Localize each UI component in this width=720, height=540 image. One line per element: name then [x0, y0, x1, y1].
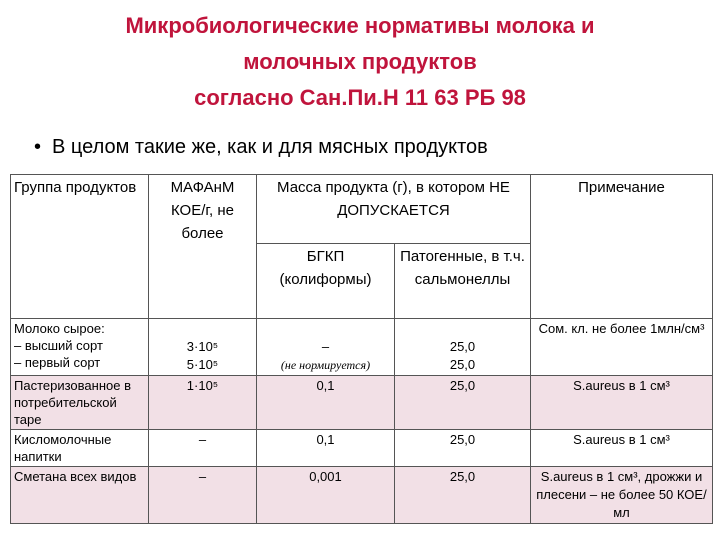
cell-value: (не нормируется) — [280, 358, 371, 372]
row-note: S.aureus в 1 см³, дрожжи и плесени – не более 50 КОЕ/мл — [531, 467, 713, 524]
row-name-line: Молоко сырое: — [14, 321, 105, 336]
row-bgkp: 0,1 — [257, 376, 395, 430]
norms-table — [10, 174, 713, 524]
header-mass: Масса продукта (г), в котором НЕ ДОПУСКАЕТСЯ — [257, 175, 531, 244]
row-bgkp — [257, 319, 395, 376]
row-name-line: – высший сорт — [14, 338, 103, 353]
header-pathogens: Патогенные, в т.ч. сальмонеллы — [395, 244, 531, 319]
row-note: S.aureus в 1 см³ — [531, 430, 713, 467]
row-mafanm: 1·10⁵ — [149, 376, 257, 430]
header-note: Примечание — [531, 175, 713, 319]
row-name-line: – первый сорт — [14, 355, 101, 370]
row-mafanm — [149, 319, 257, 376]
cell-value: 25,0 — [449, 357, 476, 372]
row-name: Кисломолочные напитки — [11, 430, 149, 467]
cell-value: 3·10⁵ — [186, 339, 219, 354]
row-pathogens — [395, 319, 531, 376]
table-row-fermented — [11, 430, 713, 467]
bullet-text: В целом такие же, как и для мясных продуктов — [52, 136, 488, 158]
row-pathogens: 25,0 — [395, 376, 531, 430]
title-line-1: Микробиологические нормативы молока и — [125, 13, 595, 38]
row-name: Сметана всех видов — [11, 467, 149, 524]
header-mafanm: МАФАнМ КОЕ/г, не более — [149, 175, 257, 319]
row-bgkp: 0,001 — [257, 467, 395, 524]
row-pathogens: 25,0 — [395, 430, 531, 467]
cell-value: – — [321, 339, 330, 354]
cell-value: 5·10⁵ — [186, 357, 219, 372]
row-note: S.aureus в 1 см³ — [531, 376, 713, 430]
table-row-pasteurized — [11, 376, 713, 430]
row-note: Сом. кл. не более 1млн/см³ — [531, 319, 713, 376]
row-bgkp: 0,1 — [257, 430, 395, 467]
title-line-3: согласно Сан.Пи.Н 11 63 РБ 98 — [194, 85, 526, 110]
row-mafanm: – — [149, 430, 257, 467]
header-group: Группа продуктов — [11, 175, 149, 319]
cell-value: 25,0 — [449, 339, 476, 354]
bullet-point — [34, 134, 488, 160]
row-mafanm: – — [149, 467, 257, 524]
slide-title — [0, 8, 720, 116]
bullet-dot-icon: • — [34, 136, 42, 158]
header-bgkp: БГКП (колиформы) — [257, 244, 395, 319]
row-pathogens: 25,0 — [395, 467, 531, 524]
title-line-2: молочных продуктов — [243, 49, 477, 74]
table-row-sour-cream — [11, 467, 713, 524]
table-row-raw-milk — [11, 319, 713, 376]
row-name — [11, 319, 149, 376]
row-name: Пастеризованное в потребительской таре — [11, 376, 149, 430]
